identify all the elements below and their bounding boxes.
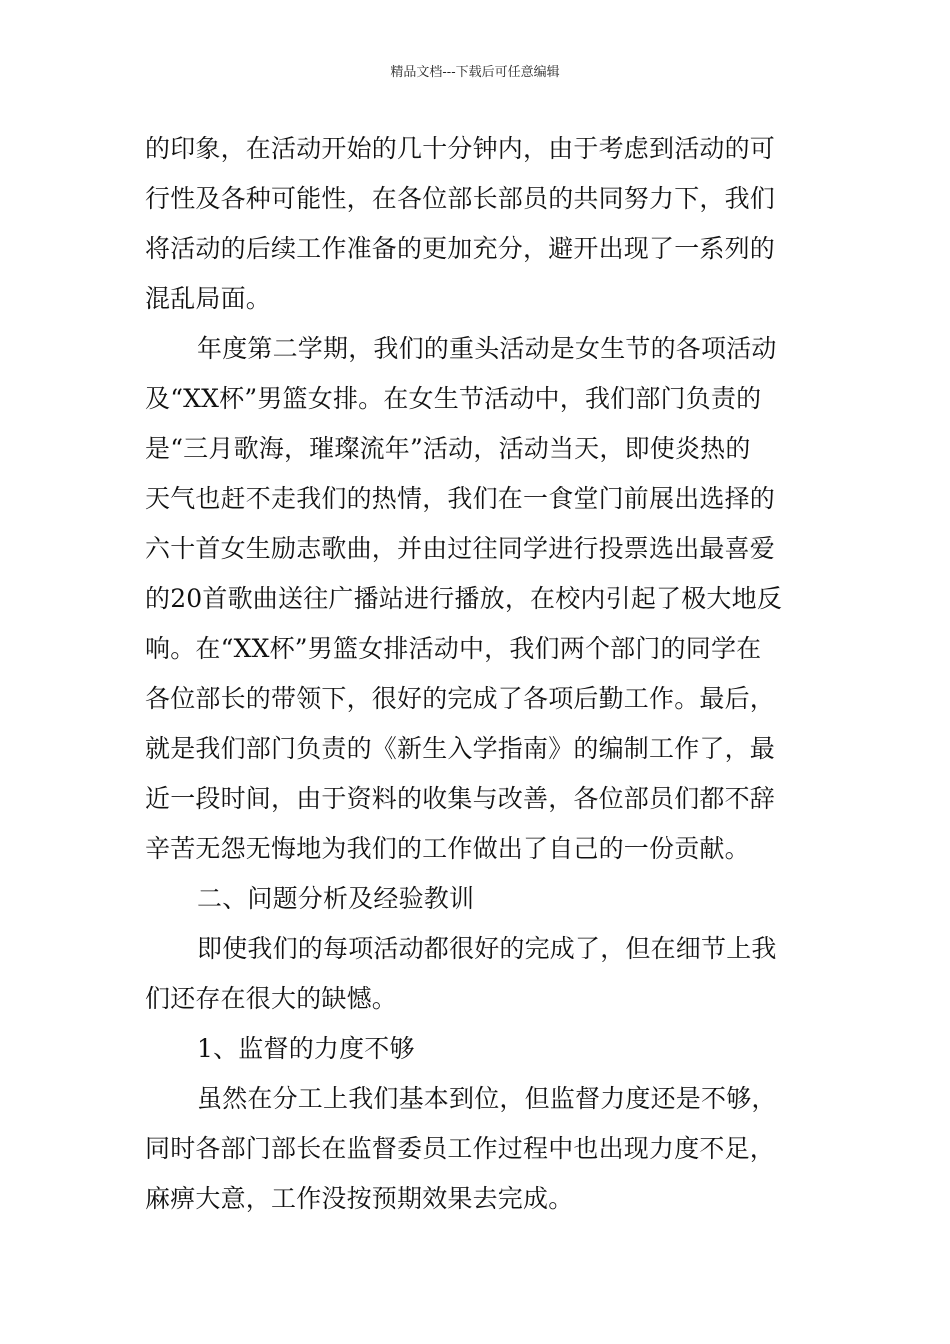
text-line-11: 响。在“XX杯”男篮女排活动中，我们两个部门的同学在 [145, 634, 762, 663]
text-line-14: 近一段时间，由于资料的收集与改善，各位部员们都不辞 [145, 784, 776, 813]
text-line-5: 年度第二学期，我们的重头活动是女生节的各项活动 [197, 334, 777, 363]
text-line-3: 将活动的后续工作准备的更加充分，避开出现了一系列的 [145, 234, 776, 263]
text-line-13: 就是我们部门负责的《新生入学指南》的编制工作了，最 [145, 734, 776, 763]
subsection-heading: 1、监督的力度不够 [197, 1034, 415, 1063]
text-line-8: 天气也赶不走我们的热情，我们在一食堂门前展出选择的 [145, 484, 776, 513]
text-line-4: 混乱局面。 [145, 284, 272, 313]
text-line-15: 辛苦无怨无悔地为我们的工作做出了自己的一份贡献。 [145, 834, 750, 863]
section-heading: 二、问题分析及经验教训 [197, 884, 475, 913]
text-line-10: 的20首歌曲送往广播站进行播放，在校内引起了极大地反 [145, 584, 783, 613]
text-line-9: 六十首女生励志歌曲，并由过往同学进行投票选出最喜爱 [145, 534, 776, 563]
text-line-17: 即使我们的每项活动都很好的完成了，但在细节上我 [197, 934, 777, 963]
document-body [145, 124, 807, 1224]
text-line-1: 的印象，在活动开始的几十分钟内，由于考虑到活动的可 [145, 134, 776, 163]
text-line-21: 同时各部门部长在监督委员工作过程中也出现力度不足， [145, 1134, 776, 1163]
text-line-6: 及“XX杯”男篮女排。在女生节活动中，我们部门负责的 [145, 384, 762, 413]
text-line-18: 们还存在很大的缺憾。 [145, 984, 398, 1013]
text-line-2: 行性及各种可能性，在各位部长部员的共同努力下，我们 [145, 184, 776, 213]
page-header: 精品文档---下载后可任意编辑 [390, 65, 560, 80]
text-line-12: 各位部长的带领下，很好的完成了各项后勤工作。最后， [145, 684, 776, 713]
text-line-22: 麻痹大意，工作没按预期效果去完成。 [145, 1184, 574, 1213]
text-line-20: 虽然在分工上我们基本到位，但监督力度还是不够， [197, 1084, 777, 1113]
text-line-7: 是“三月歌海，璀璨流年”活动，活动当天，即使炎热的 [145, 434, 751, 463]
